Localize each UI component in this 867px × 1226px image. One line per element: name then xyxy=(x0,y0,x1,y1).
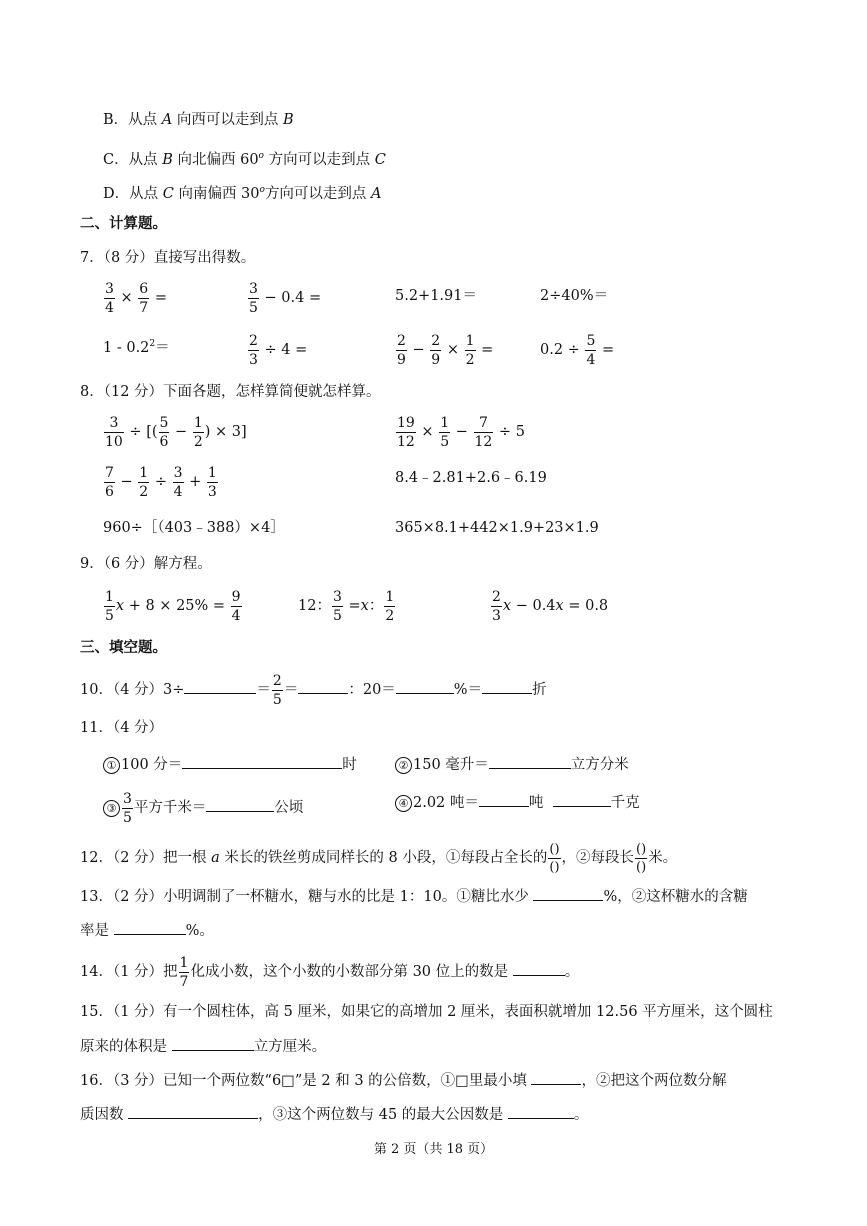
q9-eq-2: 12： $\frac{3}{5}$ =x： $\frac{1}{2}$ xyxy=(298,588,395,624)
q8-expr-6: 365×8.1+442×1.9+23×1.9 xyxy=(395,520,599,536)
q8-stem: 8．（12 分）下面各题，怎样算简便就怎样算。 xyxy=(80,384,381,400)
q15-line-1: 15．（1 分）有一个圆柱体，高 5 厘米，如果它的高增加 2 厘米，表面积就增加 12.56 平方厘米，这个圆柱 xyxy=(80,1004,773,1020)
q9-eq-3: $\frac{2}{3}$ x − 0.4x = 0.8 xyxy=(492,588,609,624)
q13-line-1: 13．（2 分）小明调制了一杯糖水，糖与水的比是 1：10。①糖比水少 %，②这杯糖水的含糖 xyxy=(80,886,748,907)
q12: 12．（2 分）把一根 a 米长的铁丝剪成同样长的 8 小段，①每段占全长的 $\frac{()}{()}$ ，②每段长 $\frac{()}{()}$ 米。 xyxy=(80,841,678,875)
q7-expr-2: $\frac{3}{5}$ − 0.4 = xyxy=(249,280,322,316)
q11-item-4: ④ 2.02 吨＝ 吨 千克 xyxy=(395,792,640,813)
q11-stem: 11．（4 分） xyxy=(80,720,164,736)
q9-stem: 9．（6 分）解方程。 xyxy=(80,556,212,572)
q8-expr-5: 960÷［（403﹣388）×4］ xyxy=(103,520,285,536)
q16-line-1: 16．（3 分）已知一个两位数“6□”是 2 和 3 的公倍数，①□里最小填 ，②把这个两位数分解 xyxy=(80,1070,726,1091)
section-heading-fill: 三、填空题。 xyxy=(80,639,167,656)
q7-expr-6: $\frac{2}{3}$ ÷ 4 = xyxy=(249,332,308,368)
q14: 14．（1 分）把 $\frac{1}{7}$ 化成小数，这个小数的小数部分第 30 位上的数是 。 xyxy=(80,954,580,990)
q10: 10．（4 分）3÷ ＝ $\frac{2}{5}$ ＝ ：20＝ %＝ 折 xyxy=(80,672,547,708)
q8-expr-3: $\frac{7}{6}$ − $\frac{1}{2}$ ÷ $\frac{3}{4}$ + $\frac{1}{3}$ xyxy=(105,464,217,500)
q16-line-2: 质因数 ，③这个两位数与 45 的最大公因数是 。 xyxy=(80,1104,588,1125)
option-c: C．从点 B 向北偏西 60$^o$ 方向可以走到点 C xyxy=(103,151,386,168)
q11-item-2: ② 150 毫升＝ 立方分米 xyxy=(395,754,629,775)
q7-expr-1: $\frac{3}{4}$ × $\frac{6}{7}$ = xyxy=(105,280,167,316)
q8-expr-2: $\frac{19}{12}$ × $\frac{1}{5}$ − $\frac{7}{12}$ ÷ 5 xyxy=(397,414,525,450)
q13-line-2: 率是 %。 xyxy=(80,920,214,941)
q7-expr-8: 0.2 ÷ $\frac{5}{4}$ = xyxy=(540,332,615,368)
q11-item-1: ① 100 分＝ 时 xyxy=(103,754,357,775)
option-d: D．从点 C 向南偏西 30$^o$方向可以走到点 A xyxy=(103,185,382,202)
q7-expr-7: $\frac{2}{9}$ − $\frac{2}{9}$ × $\frac{1}{2}$ = xyxy=(397,332,494,368)
q7-expr-5: $1 - 0.2^2=$ xyxy=(103,339,170,356)
q7-expr-3: 5.2+1.91＝ xyxy=(395,288,477,304)
q9-eq-1: $\frac{1}{5}$ x + 8 × 25% = $\frac{9}{4}$ xyxy=(105,588,241,624)
q8-expr-4: 8.4﹣2.81+2.6﹣6.19 xyxy=(395,470,547,486)
q7-stem: 7．（8 分）直接写出得数。 xyxy=(80,250,256,266)
q8-expr-1: $\frac{3}{10}$ ÷ [( $\frac{5}{6}$ − $\frac{1}{2}$ ) × 3] xyxy=(105,414,247,450)
section-heading-calc: 二、计算题。 xyxy=(80,215,167,232)
q7-expr-4: 2÷40%＝ xyxy=(540,288,609,304)
q11-item-3: ③ $\frac{3}{5}$ 平方千米＝ 公顷 xyxy=(103,790,303,826)
q15-line-2: 原来的体积是 立方厘米。 xyxy=(80,1036,326,1057)
page-footer: 第 2 页（共 18 页） xyxy=(373,1142,494,1157)
option-b: B．从点 A 向西可以走到点 B xyxy=(103,112,294,128)
